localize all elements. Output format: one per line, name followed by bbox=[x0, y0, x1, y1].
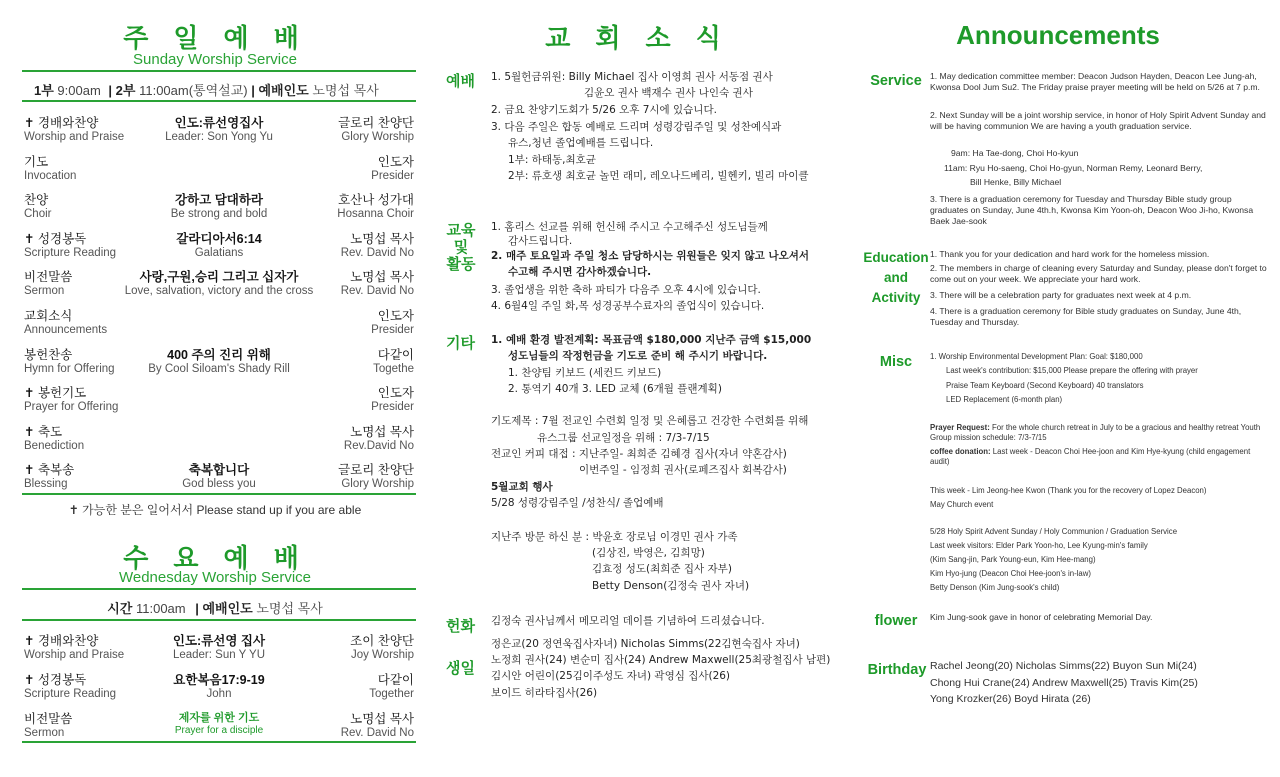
text-line: 2. 통역기 40개 3. LED 교체 (6개월 플랜계획) bbox=[508, 383, 722, 395]
order-item-ko: 교회소식 bbox=[24, 309, 73, 323]
order-row bbox=[24, 229, 414, 265]
order-item-ko: ✝ 축도 bbox=[24, 424, 63, 439]
text-line: (Kim Sang-jin, Park Young-eun, Kim Hee-mang) bbox=[930, 555, 1096, 564]
text-line: 김효정 성도(최희준 집사 자부) bbox=[592, 563, 732, 575]
order-person-ko: 인도자 bbox=[377, 386, 414, 401]
order-person bbox=[284, 422, 414, 452]
order-person bbox=[284, 631, 414, 661]
order-person-en: Rev.David No bbox=[343, 439, 414, 452]
text-line: 4. There is a graduation ceremony for Bible study graduates on Sunday, June 4th, Tuesday and Thursday. bbox=[930, 306, 1242, 327]
church-news-column bbox=[437, 0, 837, 777]
order-row bbox=[24, 306, 414, 342]
text-line: 감사드립니다. bbox=[508, 235, 573, 247]
order-item-ko: ✝ 경배와찬양 bbox=[24, 634, 99, 648]
section-birthday: 생일 bbox=[446, 659, 475, 677]
text-line: 2. 매주 토요일과 주일 청소 담당하시는 위원들은 잊지 않고 나오셔서 bbox=[491, 250, 810, 262]
order-item bbox=[24, 422, 154, 452]
service1-label: 1부 bbox=[34, 83, 54, 98]
coffee-text: Last week - Deacon Choi Hee-joon and Kim Hye-kyung (child engagement audit) bbox=[930, 447, 1251, 466]
text-line: 5/28 성령강림주일 /성찬식/ 졸업예배 bbox=[491, 497, 664, 509]
order-item-ko: ✝ 봉헌기도 bbox=[24, 386, 87, 401]
text-line: Rachel Jeong(20) Nicholas Simms(22) Buyon Sun Mi(24) bbox=[930, 660, 1197, 672]
text-line: 2부: 류호생 최호균 놀먼 래미, 레오나드베리, 빌헨키, 빌리 마이클 bbox=[508, 170, 809, 182]
service2-label: | 2부 bbox=[108, 83, 136, 98]
text-line: 9am: Ha Tae-dong, Choi Ho-kyun bbox=[951, 148, 1079, 158]
order-person bbox=[284, 267, 414, 297]
text-line: 김윤오 권사 백재수 권사 나인숙 권사 bbox=[584, 87, 753, 99]
divider bbox=[22, 619, 416, 621]
leader-label: | 예배인도 bbox=[251, 83, 309, 98]
text-line: Yong Krozker(26) Boyd Hirata (26) bbox=[930, 693, 1091, 705]
text-line: Last week visitors: Elder Park Yoon-ho, Lee Kyung-min's family bbox=[930, 541, 1148, 550]
order-person bbox=[284, 670, 414, 700]
sunday-title-en: Sunday Worship Service bbox=[133, 51, 297, 68]
order-item-ko: 찬양 bbox=[24, 193, 49, 208]
text-line: 유스그룹 선교일정을 위해 : 7/3-7/15 bbox=[537, 432, 710, 444]
text-line: 정은교(20 정연욱집사자녀) Nicholas Simms(22김현숙집사 자녀) bbox=[491, 638, 800, 650]
order-row bbox=[24, 631, 414, 667]
order-detail-en: Be strong and bold bbox=[170, 208, 268, 221]
order-person-ko: 노명섭 목사 bbox=[350, 270, 414, 285]
section-birthday: Birthday bbox=[867, 662, 927, 678]
leader-name: 노명섭 목사 bbox=[312, 83, 379, 98]
this-week-coffee: This week - Lim Jeong-hee Kwon (Thank you for the recovery of Lopez Deacon) bbox=[930, 486, 1207, 495]
order-detail-ko: 사랑,구원,승리 그리고 십자가 bbox=[139, 270, 299, 285]
order-person bbox=[284, 190, 414, 220]
leader-name: 노명섭 목사 bbox=[256, 601, 323, 616]
coffee-label: coffee donation: bbox=[930, 447, 991, 456]
text-line: 1. Thank you for your dedication and hard work for the homeless mission. bbox=[930, 249, 1210, 259]
order-detail-en: God bless you bbox=[182, 478, 256, 491]
order-detail-ko: 400 주의 진리 위해 bbox=[167, 347, 271, 362]
section-misc: Misc bbox=[879, 354, 913, 370]
text-line: 1. 예배 환경 발전계획: 목표금액 $180,000 지난주 금액 $15,000 bbox=[491, 334, 812, 346]
order-detail-ko: 갈라디아서6:14 bbox=[176, 231, 262, 246]
order-item-ko: 비전말씀 bbox=[24, 270, 73, 285]
text-line: 노정희 권사(24) 변순미 집사(24) Andrew Maxwell(25최광철집사 남편) bbox=[491, 654, 831, 666]
order-person bbox=[284, 306, 414, 336]
time-value: 11:00am bbox=[135, 601, 186, 616]
order-person bbox=[284, 709, 414, 739]
service1-time: 9:00am bbox=[57, 83, 101, 98]
order-row bbox=[24, 267, 414, 303]
stand-note: ✝ 가능한 분은 일어서서 Please stand up if you are able bbox=[68, 503, 362, 517]
section-flower: flower bbox=[874, 613, 918, 629]
order-item-ko: 기도 bbox=[24, 154, 49, 169]
order-item-ko: ✝ 성경봉독 bbox=[24, 231, 87, 246]
section-misc: 기타 bbox=[446, 334, 475, 352]
text-line: Kim Hyo-jung (Deacon Choi Hee-joon's in-law) bbox=[930, 569, 1091, 578]
divider bbox=[22, 588, 416, 590]
order-item-ko: ✝ 경배와찬양 bbox=[24, 116, 99, 130]
order-person-ko: 인도자 bbox=[377, 309, 414, 323]
order-person bbox=[284, 383, 414, 413]
service2-time: 11:00am(통역설교) bbox=[139, 83, 248, 98]
order-row bbox=[24, 670, 414, 706]
text-line: Last week's contribution: $15,000 Please prepare the offering with prayer bbox=[946, 366, 1198, 375]
order-item-en: Worship and Praise bbox=[24, 131, 125, 143]
text-line: Chong Hui Crane(24) Andrew Maxwell(25) Travis Kim(25) bbox=[930, 677, 1198, 689]
time-label: 시간 bbox=[107, 601, 133, 616]
order-person-en: Rev. David No bbox=[340, 727, 414, 739]
sunday-title-ko: 주 일 예 배 bbox=[123, 24, 307, 54]
order-detail-en: Leader: Son Yong Yu bbox=[165, 131, 273, 143]
prayer-text: For the whole church retreat in July to be a gracious and healthy retreat Youth Group mission schedule: 7/3-7/15 bbox=[930, 423, 1261, 442]
order-item-en: Sermon bbox=[24, 285, 65, 298]
order-item-en: Hymn for Offering bbox=[24, 362, 115, 375]
text-line: 3. 다음 주일은 합동 예배로 드리며 성령강림주일 및 성찬예식과 bbox=[491, 121, 782, 133]
announcements-title: Announcements bbox=[956, 20, 1160, 50]
section-service: Service bbox=[870, 73, 922, 89]
order-person-en: Glory Worship bbox=[341, 131, 414, 143]
text-line: 1부: 하태동,최호균 bbox=[508, 154, 596, 166]
coffee-donation bbox=[930, 447, 1270, 467]
divider bbox=[22, 493, 416, 495]
order-item-en: Benediction bbox=[24, 439, 85, 452]
text-line: LED Replacement (6-month plan) bbox=[946, 395, 1063, 404]
text-line: 이번주일 - 임정희 권사(로페즈집사 회복감사) bbox=[579, 464, 787, 476]
order-person-en: Glory Worship bbox=[341, 478, 414, 491]
prayer-label: Prayer Request: bbox=[930, 423, 990, 432]
order-person-ko: 노명섭 목사 bbox=[350, 712, 414, 726]
order-item bbox=[24, 383, 154, 413]
text-line: 성도님들의 작정헌금을 기도로 준비 해 주시기 바랍니다. bbox=[508, 350, 768, 362]
text-line: 4. 6월4일 주일 화,목 성경공부수료자의 졸업식이 있습니다. bbox=[491, 300, 765, 312]
divider bbox=[22, 741, 416, 743]
text-line: 김시안 어린이(25김이주성도 자녀) 곽영심 집사(26) bbox=[491, 670, 731, 682]
order-person-en: Rev. David No bbox=[340, 285, 414, 298]
order-item-en: Invocation bbox=[24, 169, 77, 182]
order-detail-ko: 인도:류선영집사 bbox=[174, 116, 264, 130]
wednesday-time-line bbox=[0, 598, 430, 617]
order-detail-en: John bbox=[206, 688, 232, 700]
text-line: 1. 홈리스 선교를 위해 헌신해 주시고 수고해주신 성도님들께 bbox=[491, 221, 768, 233]
text-line: (김상진, 박영은, 김희망) bbox=[592, 547, 705, 559]
section-education: Education and Activity bbox=[863, 250, 929, 305]
order-detail-ko: 축복합니다 bbox=[188, 463, 250, 478]
order-detail-ko: 강하고 담대하라 bbox=[175, 193, 263, 208]
order-detail-en: Love, salvation, victory and the cross bbox=[124, 285, 314, 298]
order-item-en: Prayer for Offering bbox=[24, 401, 119, 414]
section-education: 교육 및 활동 bbox=[446, 221, 476, 273]
order-person bbox=[284, 229, 414, 259]
order-item-ko: 비전말씀 bbox=[24, 712, 73, 726]
order-row bbox=[24, 113, 414, 149]
text-line: 유스,청년 졸업예배를 드립니다. bbox=[508, 137, 654, 149]
order-detail-en: By Cool Siloam's Shady Rill bbox=[148, 362, 290, 375]
order-person-en: Presider bbox=[371, 324, 414, 336]
order-detail-ko: 제자를 위한 기도 bbox=[178, 712, 260, 724]
divider bbox=[22, 100, 416, 102]
order-person-ko: 인도자 bbox=[377, 154, 414, 169]
order-row bbox=[24, 422, 414, 458]
order-person-en: Joy Worship bbox=[350, 649, 414, 661]
order-detail-en: Leader: Sun Y YU bbox=[172, 649, 266, 661]
text-line: 전교인 커피 대접 : 지난주일- 최희준 김혜경 집사(자녀 약혼감사) bbox=[491, 448, 787, 460]
order-person bbox=[284, 152, 414, 182]
order-person-en: Presider bbox=[371, 401, 414, 414]
text-line: Praise Team Keyboard (Second Keyboard) 40 translators bbox=[946, 381, 1144, 390]
order-item-en: Scripture Reading bbox=[24, 246, 117, 259]
text-line: 수고해 주시면 감사하겠습니다. bbox=[508, 266, 652, 278]
order-item bbox=[24, 306, 154, 336]
order-person-ko: 다같이 bbox=[377, 347, 414, 362]
text-line: Bill Henke, Billy Michael bbox=[970, 177, 1062, 187]
sunday-time-line bbox=[34, 80, 379, 99]
order-person-ko: 글로리 찬양단 bbox=[338, 116, 414, 130]
text-line: 2. The members in charge of cleaning every Saturday and Sunday, please don't forget to come out on your week. We appreciate your hard work. bbox=[930, 263, 1267, 284]
text-line: 1. 5월헌금위원: Billy Michael 집사 이영희 권사 서동점 권사 bbox=[491, 71, 773, 83]
order-item-ko: ✝ 성경봉독 bbox=[24, 673, 87, 687]
order-detail-ko: 요한복음17:9-19 bbox=[173, 673, 265, 687]
text-line: 11am: Ryu Ho-saeng, Choi Ho-gyun, Norman Remy, Leonard Berry, bbox=[944, 163, 1203, 173]
text-line: 보이드 히라타집사(26) bbox=[491, 687, 598, 699]
order-item-ko: 봉헌찬송 bbox=[24, 347, 73, 362]
order-person bbox=[284, 460, 414, 490]
worship-order-column bbox=[0, 0, 430, 777]
prayer-request bbox=[930, 423, 1270, 443]
order-person-en: Together bbox=[369, 688, 414, 700]
order-row bbox=[24, 190, 414, 226]
order-detail-en: Prayer for a disciple bbox=[174, 725, 264, 736]
order-person-ko: 노명섭 목사 bbox=[350, 231, 414, 246]
order-person-ko: 다같이 bbox=[377, 673, 414, 687]
section-offering: 헌화 bbox=[446, 617, 475, 635]
offering-line: 김정숙 권사님께서 메모리얼 데이를 기념하여 드리셨습니다. bbox=[491, 615, 765, 627]
order-person-en: Togethe bbox=[373, 362, 414, 375]
order-person bbox=[284, 345, 414, 375]
flower-text: Kim Jung-sook gave in honor of celebrating Memorial Day. bbox=[930, 612, 1153, 622]
order-person-ko: 조이 찬양단 bbox=[350, 634, 414, 648]
wednesday-title-ko: 수 요 예 배 bbox=[123, 544, 307, 574]
text-line: 5월교회 행사 bbox=[491, 481, 553, 493]
text-line: 2. 금요 찬양기도회가 5/26 오후 7시에 있습니다. bbox=[491, 104, 717, 116]
wednesday-title-en: Wednesday Worship Service bbox=[118, 569, 312, 586]
order-row bbox=[24, 383, 414, 419]
order-item-en: Sermon bbox=[24, 727, 65, 739]
order-person-ko: 글로리 찬양단 bbox=[338, 463, 414, 478]
order-person-en: Rev. David No bbox=[340, 246, 414, 259]
text-line: 지난주 방문 하신 분 : 박윤호 장로님 이경민 권사 가족 bbox=[491, 531, 738, 543]
text-line: Betty Denson (Kim Jung-sook's child) bbox=[930, 583, 1060, 592]
order-item-en: Worship and Praise bbox=[24, 649, 125, 661]
text-line: 1. Worship Environmental Development Plan: Goal: $180,000 bbox=[930, 352, 1143, 361]
text-line: 3. There will be a celebration party for graduates next week at 4 p.m. bbox=[930, 290, 1192, 300]
text-line: 1. May dedication committee member: Deacon Judson Hayden, Deacon Lee Jung-ah, Kwonsa Dool Jum Su2. The Friday praise prayer meeting will be held on 5/26 at 7 p.m. bbox=[930, 71, 1260, 92]
order-person-ko: 호산나 성가대 bbox=[338, 193, 414, 208]
text-line: 1. 찬양팀 키보드 (세컨드 키보드) bbox=[508, 367, 662, 379]
text-line: 2. Next Sunday will be a joint worship service, in honor of Holy Spirit Advent Sunday and will be having communion We are having a youth graduation service. bbox=[930, 110, 1266, 131]
order-person-en: Presider bbox=[371, 169, 414, 182]
order-row bbox=[24, 345, 414, 381]
text-line: Betty Denson(김정숙 권사 자녀) bbox=[592, 580, 750, 592]
order-item-en: Choir bbox=[24, 208, 52, 221]
announcements-column bbox=[858, 0, 1280, 777]
order-person-en: Hosanna Choir bbox=[337, 208, 414, 221]
text-line: 3. There is a graduation ceremony for Tuesday and Thursday Bible study group graduates on Sunday, June 4th.h, Kwonsa Kim Yoon-oh, Deacon Woo Ji-ho, Kwonsa Baek Jae-sook bbox=[930, 194, 1254, 226]
section-worship: 예배 bbox=[446, 72, 475, 90]
order-detail-en: Galatians bbox=[194, 246, 244, 259]
order-row bbox=[24, 152, 414, 188]
may-event-detail: 5/28 Holy Spirit Advent Sunday / Holy Communion / Graduation Service bbox=[930, 527, 1178, 536]
church-news-title: 교 회 소 식 bbox=[545, 24, 729, 54]
order-item-en: Scripture Reading bbox=[24, 688, 117, 700]
order-row bbox=[24, 709, 414, 745]
leader-label: | 예배인도 bbox=[195, 601, 253, 616]
text-line: 기도제목 : 7월 전교인 수련회 일정 및 은혜롭고 건강한 수련회를 위해 bbox=[491, 415, 809, 427]
divider bbox=[22, 70, 416, 72]
order-person bbox=[284, 113, 414, 143]
text-line: 3. 졸업생을 위한 축하 파티가 다음주 오후 4시에 있습니다. bbox=[491, 284, 761, 296]
order-person-ko: 노명섭 목사 bbox=[350, 424, 414, 439]
order-item-en: Blessing bbox=[24, 478, 68, 491]
order-item bbox=[24, 152, 154, 182]
may-event-label: May Church event bbox=[930, 500, 994, 509]
order-item-en: Announcements bbox=[24, 324, 108, 336]
order-item-ko: ✝ 축복송 bbox=[24, 463, 75, 478]
order-row bbox=[24, 460, 414, 496]
order-detail-ko: 인도:류선영 집사 bbox=[172, 634, 266, 648]
